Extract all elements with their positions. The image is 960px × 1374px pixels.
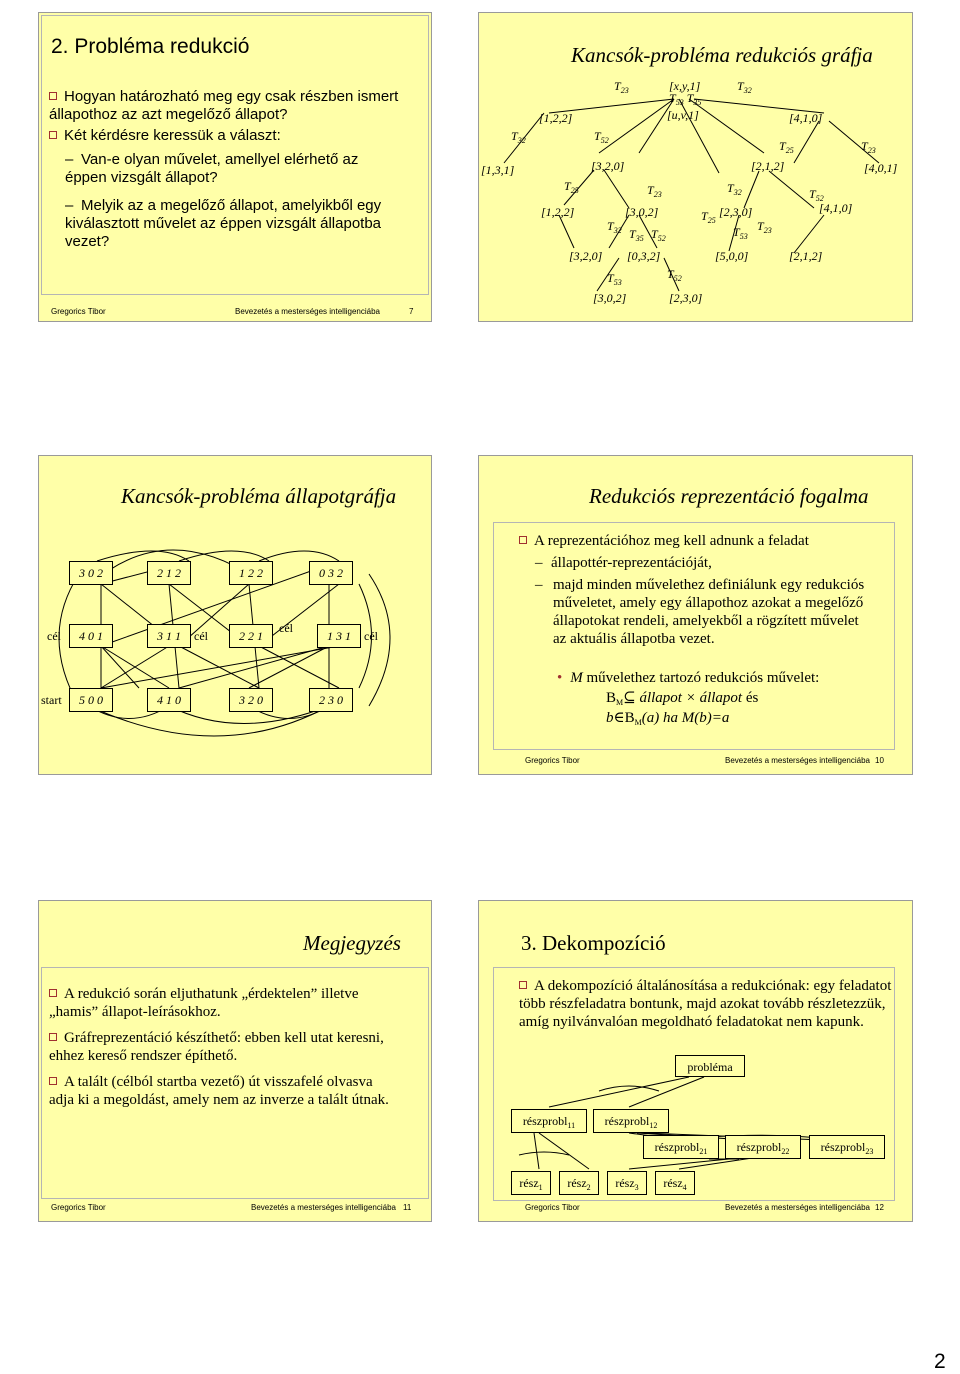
op-label: $T_{53}$ — [733, 225, 748, 241]
node-label: [3,0,2] — [625, 205, 659, 219]
node-label: [4,1,0] — [819, 201, 853, 215]
op-label: $T_{52}$ — [667, 267, 682, 283]
node-label: [2,3,0] — [669, 291, 703, 305]
footer-course: Bevezetés a mesterséges intelligenciába — [235, 307, 380, 316]
state-node: 3 0 2 — [69, 561, 113, 585]
sub-bullet-1: – állapottér-reprezentációját, — [535, 555, 712, 571]
state-node: 4 0 1 — [69, 624, 113, 648]
op-label: $T_{53}$ $T_{35}$ — [669, 91, 702, 107]
op-label: $T_{23}$ — [757, 219, 772, 235]
state-graph-edges — [39, 456, 431, 774]
footer-author: Gregorics Tibor — [51, 307, 106, 316]
footer-author: Gregorics Tibor — [525, 1203, 580, 1212]
slide-title: 2. Probléma redukció — [51, 35, 250, 58]
slide-8 — [478, 12, 913, 322]
state-node: 4 1 0 — [147, 688, 191, 712]
goal-label: cél — [47, 629, 61, 643]
sub-bullet-1: – Van-e olyan művelet, amellyel elérhető az éppen vizsgált állapot? — [65, 151, 359, 186]
state-node: 1 3 1 — [317, 624, 361, 648]
op-label: $T_{52}$ — [594, 129, 609, 145]
bullet-box-icon — [49, 1077, 57, 1085]
node-label: [1,2,2] — [541, 205, 575, 219]
slide-title: Redukciós reprezentáció fogalma — [589, 484, 869, 508]
op-label: $T_{32}$ — [511, 129, 526, 145]
goal-label: cél — [279, 621, 293, 635]
node-label: [3,0,2] — [593, 291, 627, 305]
op-label: $T_{52}$ — [809, 187, 824, 203]
subproblem-node: részprobl$_{23}$ — [809, 1135, 885, 1159]
slide-12 — [478, 900, 913, 1222]
part-node: rész$_1$ — [511, 1171, 551, 1195]
footer-course: Bevezetés a mesterséges intelligenciába — [725, 1203, 870, 1212]
slide-title: Kancsók-probléma állapotgráfja — [121, 484, 397, 508]
part-node: rész$_4$ — [655, 1171, 695, 1195]
op-label: $T_{32}$ — [607, 219, 622, 235]
bullet-3: A talált (célból startba vezető) út visszafelé olvasva adja ki a megoldást, amely nem az inverze a talált útnak. — [49, 1074, 389, 1108]
node-label: [5,0,0] — [715, 249, 749, 263]
bullet-1: A dekompozíció általánosítása a redukciónak: egy feladatot több részfeladatra bontunk, majd azokat tovább részletezzük, amíg nyilvánvalóan megoldható feladatokat nem kapunk. — [519, 978, 892, 1030]
subset-icon: ⊆ — [623, 690, 636, 706]
m-reduction-line: • M művelethez tartozó redukciós művelet: — [557, 670, 820, 686]
subproblem-node: részprobl$_{21}$ — [643, 1135, 719, 1159]
sub-bullet-2: – majd minden művelethez definiálunk egy redukciós műveletet, amely egy állapothoz azokat a megelőző állapotokat rendeli, amelyekből a rögzített művelet az aktuális állapotba vezet. — [535, 577, 865, 647]
bullet-2: Két kérdésre keressük a választ: — [49, 127, 409, 145]
slide-11 — [38, 900, 432, 1222]
sub-bullet-2: – Melyik az a megelőző állapot, amelyikből egy kiválasztott művelet az éppen vizsgált állapotba vezet? — [65, 197, 382, 250]
part-node: rész$_3$ — [607, 1171, 647, 1195]
footer-course: Bevezetés a mesterséges intelligenciába — [251, 1203, 396, 1212]
dash-icon: – — [65, 151, 74, 168]
bullet-1: Hogyan határozható meg egy csak részben ismert állapothoz az azt megelőző állapot? — [49, 88, 399, 123]
dash-icon: – — [535, 555, 543, 571]
page-number: 2 — [934, 1350, 946, 1373]
reduction-graph-edges — [479, 13, 912, 321]
node-label: [1,2,2] — [539, 111, 573, 125]
state-node: 3 2 0 — [229, 688, 273, 712]
footer-page: 11 — [403, 1203, 412, 1212]
part-node: rész$_2$ — [559, 1171, 599, 1195]
slide-title: 3. Dekompozíció — [521, 931, 666, 955]
node-label: [3,2,0] — [569, 249, 603, 263]
bullet-box-icon — [49, 1033, 57, 1041]
node-label: [1,3,1] — [481, 163, 515, 177]
slide-7 — [38, 12, 432, 322]
goal-label: cél — [194, 629, 208, 643]
state-node: 0 3 2 — [309, 561, 353, 585]
problem-node: probléma — [675, 1055, 745, 1077]
op-label: $T_{25}$ — [564, 179, 579, 195]
slide-10 — [478, 455, 913, 775]
state-node: 2 1 2 — [147, 561, 191, 585]
node-label: [2,1,2] — [751, 159, 785, 173]
node-label: [2,1,2] — [789, 249, 823, 263]
node-label: [4,1,0] — [789, 111, 823, 125]
op-label: $T_{25}$ — [701, 209, 716, 225]
bullet-2: Gráfreprezentáció készíthető: ebben kell utat keresni, ehhez kereső rendszer építhető. — [49, 1030, 384, 1064]
b-m-membership: $b\in B_M(a)$ ha M(b)=a — [606, 710, 730, 727]
bullet-box-icon — [49, 131, 57, 139]
subproblem-node: részprobl$_{12}$ — [593, 1109, 669, 1133]
node-label: [4,0,1] — [864, 161, 898, 175]
footer-course: Bevezetés a mesterséges intelligenciába — [725, 756, 870, 765]
dash-icon: – — [65, 197, 74, 214]
dot-icon: • — [557, 670, 563, 686]
op-label: $T_{25}$ — [779, 139, 794, 155]
op-label: $T_{32}$ — [727, 181, 742, 197]
op-label: $T_{23}$ — [614, 79, 629, 95]
op-label: $T_{52}$ — [651, 227, 666, 243]
bullet-box-icon — [49, 92, 57, 100]
slide-9 — [38, 455, 432, 775]
start-label: start — [41, 693, 62, 707]
slide-title: Megjegyzés — [303, 931, 401, 955]
node-label: [u,v,1] — [667, 108, 699, 122]
op-label: $T_{35}$ — [629, 227, 644, 243]
b-m-definition: $B_M⊆$ állapot × állapot és — [606, 690, 759, 707]
state-node: 3 1 1 — [147, 624, 191, 648]
subproblem-node: részprobl$_{22}$ — [725, 1135, 801, 1159]
node-label: [2,3,0] — [719, 205, 753, 219]
bullet-1: A redukció során eljuthatunk „érdektelen” illetve „hamis” állapot-leírásokhoz. — [49, 986, 359, 1020]
subproblem-node: részprobl$_{11}$ — [511, 1109, 587, 1133]
goal-label: cél — [364, 629, 378, 643]
op-label: $T_{23}$ — [861, 139, 876, 155]
footer-author: Gregorics Tibor — [525, 756, 580, 765]
dash-icon: – — [535, 577, 543, 593]
op-label: $T_{23}$ — [647, 183, 662, 199]
footer-page: 10 — [875, 756, 884, 765]
footer-page: 7 — [409, 307, 414, 316]
state-node: 2 2 1 — [229, 624, 273, 648]
state-node: 1 2 2 — [229, 561, 273, 585]
state-node: 5 0 0 — [69, 688, 113, 712]
node-label: [3,2,0] — [591, 159, 625, 173]
bullet-box-icon — [49, 989, 57, 997]
node-label: [0,3,2] — [627, 249, 661, 263]
op-label: $T_{53}$ — [607, 271, 622, 287]
slide-title: Kancsók-probléma redukciós gráfja — [571, 43, 873, 67]
bullet-box-icon — [519, 536, 527, 544]
op-label: $T_{32}$ — [737, 79, 752, 95]
footer-page: 12 — [875, 1203, 884, 1212]
element-of-icon: ∈ — [613, 710, 625, 726]
footer-author: Gregorics Tibor — [51, 1203, 106, 1212]
bullet-1: A reprezentációhoz meg kell adnunk a feladat — [519, 532, 899, 550]
state-node: 2 3 0 — [309, 688, 353, 712]
node-label: [x,y,1] — [669, 79, 701, 93]
